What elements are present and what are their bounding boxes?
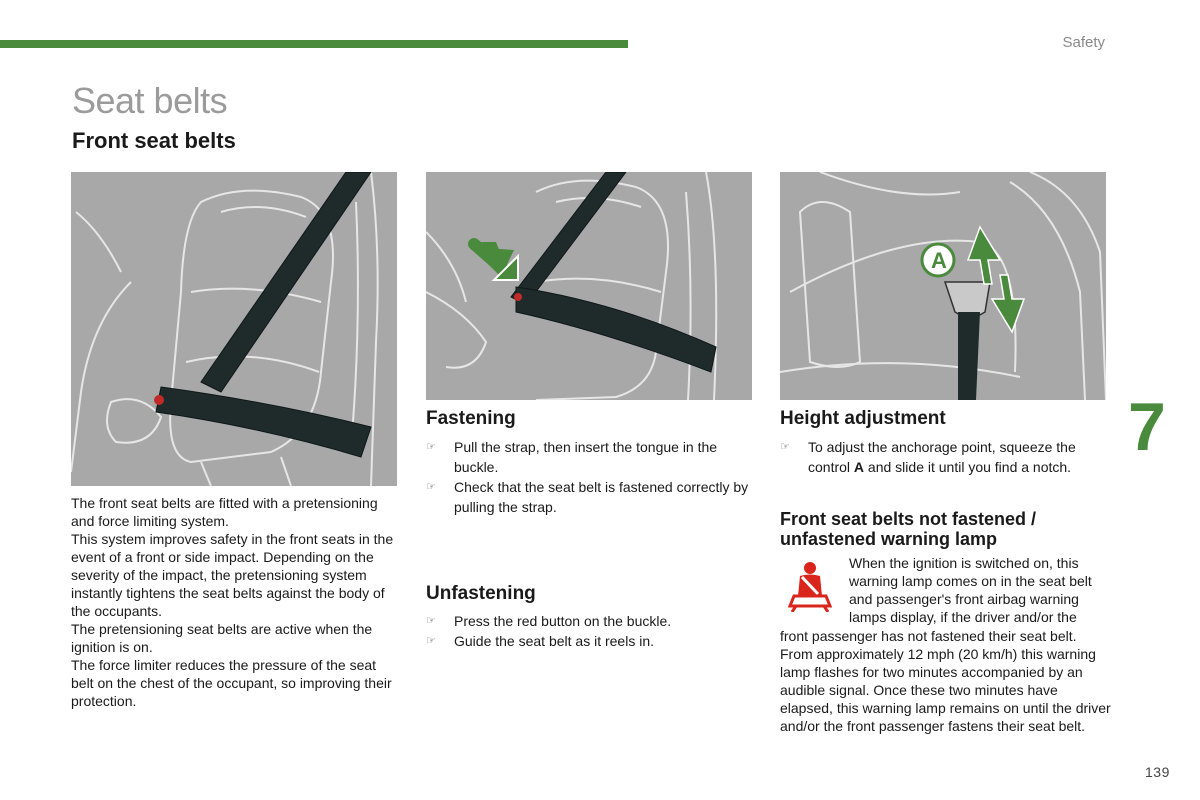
page-number: 139 <box>1145 764 1170 780</box>
pointer-bullet-icon: ☞ <box>426 635 436 647</box>
intro-paragraph: The force limiter reduces the pressure of the seat belt on the chest of the occupant, so improving their protection. <box>71 657 392 709</box>
warning-text-part-1: When the ignition is switched on, this warning lamp comes on in the seat belt and passenger's front airbag warning lamps display, if the driver and/or the <box>849 555 1092 625</box>
page-subtitle: Front seat belts <box>72 128 236 153</box>
list-item-text <box>808 439 1076 475</box>
seat-belt-illustration <box>71 172 397 486</box>
list-item-text: Check that the seat belt is fastened correctly by pulling the strap. <box>454 479 749 515</box>
list-item-text: Guide the seat belt as it reels in. <box>454 633 654 649</box>
fastening-heading: Fastening <box>426 408 516 429</box>
list-item <box>426 437 756 477</box>
fastening-drawing <box>426 172 752 400</box>
list-item-text: Press the red button on the buckle. <box>454 613 672 629</box>
fastening-list <box>426 437 756 517</box>
list-item <box>426 477 756 517</box>
intro-paragraph: This system improves safety in the front seats in the event of a front or side impact. Depending on the severity of the impact, the pretensioning system instantly tightens the seat belts against the body of the occupants. <box>71 531 394 619</box>
unfastening-heading: Unfastening <box>426 583 536 604</box>
header-accent-bar <box>0 40 628 48</box>
intro-paragraph: The pretensioning seat belts are active when the ignition is on. <box>71 621 373 655</box>
height-adjustment-illustration <box>780 172 1106 400</box>
pointer-bullet-icon: ☞ <box>426 615 436 627</box>
pointer-bullet-icon: ☞ <box>780 441 790 453</box>
unfastening-list <box>426 611 756 651</box>
warning-text-part-2: front passenger has not fastened their seat belt. From approximately 12 mph (20 km/h) this warning lamp flashes for two minutes accompanied by an audible signal. Once these two minutes have elapsed, this warning lamp remains on until the driver and/or the front passenger fastens their seat belt. <box>780 628 1111 734</box>
chapter-number: 7 <box>1128 389 1166 465</box>
warning-lamp-heading: Front seat belts not fastened / unfastened warning lamp <box>780 509 1037 549</box>
section-label: Safety <box>1062 34 1105 51</box>
text-after-control: and slide it until you find a notch. <box>864 459 1072 475</box>
height-adjustment-heading: Height adjustment <box>780 408 946 429</box>
list-item <box>426 631 756 651</box>
text-before-control: To adjust the anchorage point, squeeze the control <box>808 439 1076 475</box>
seat-belt-warning-icon <box>786 560 832 612</box>
page-title: Seat belts <box>72 80 228 121</box>
pointer-bullet-icon: ☞ <box>426 441 436 453</box>
intro-text <box>71 494 401 710</box>
height-adjustment-drawing <box>780 172 1106 400</box>
seat-belt-drawing <box>71 172 397 486</box>
intro-paragraph: The front seat belts are fitted with a pretensioning and force limiting system. <box>71 495 378 529</box>
fastening-illustration <box>426 172 752 400</box>
control-label: A <box>853 459 865 475</box>
list-item <box>780 437 1110 477</box>
height-adjustment-list <box>780 437 1110 477</box>
list-item-text: Pull the strap, then insert the tongue in the buckle. <box>454 439 718 475</box>
control-a-letter: A <box>931 248 947 273</box>
list-item <box>426 611 756 631</box>
control-a-label <box>922 244 954 276</box>
pointer-bullet-icon: ☞ <box>426 481 436 493</box>
